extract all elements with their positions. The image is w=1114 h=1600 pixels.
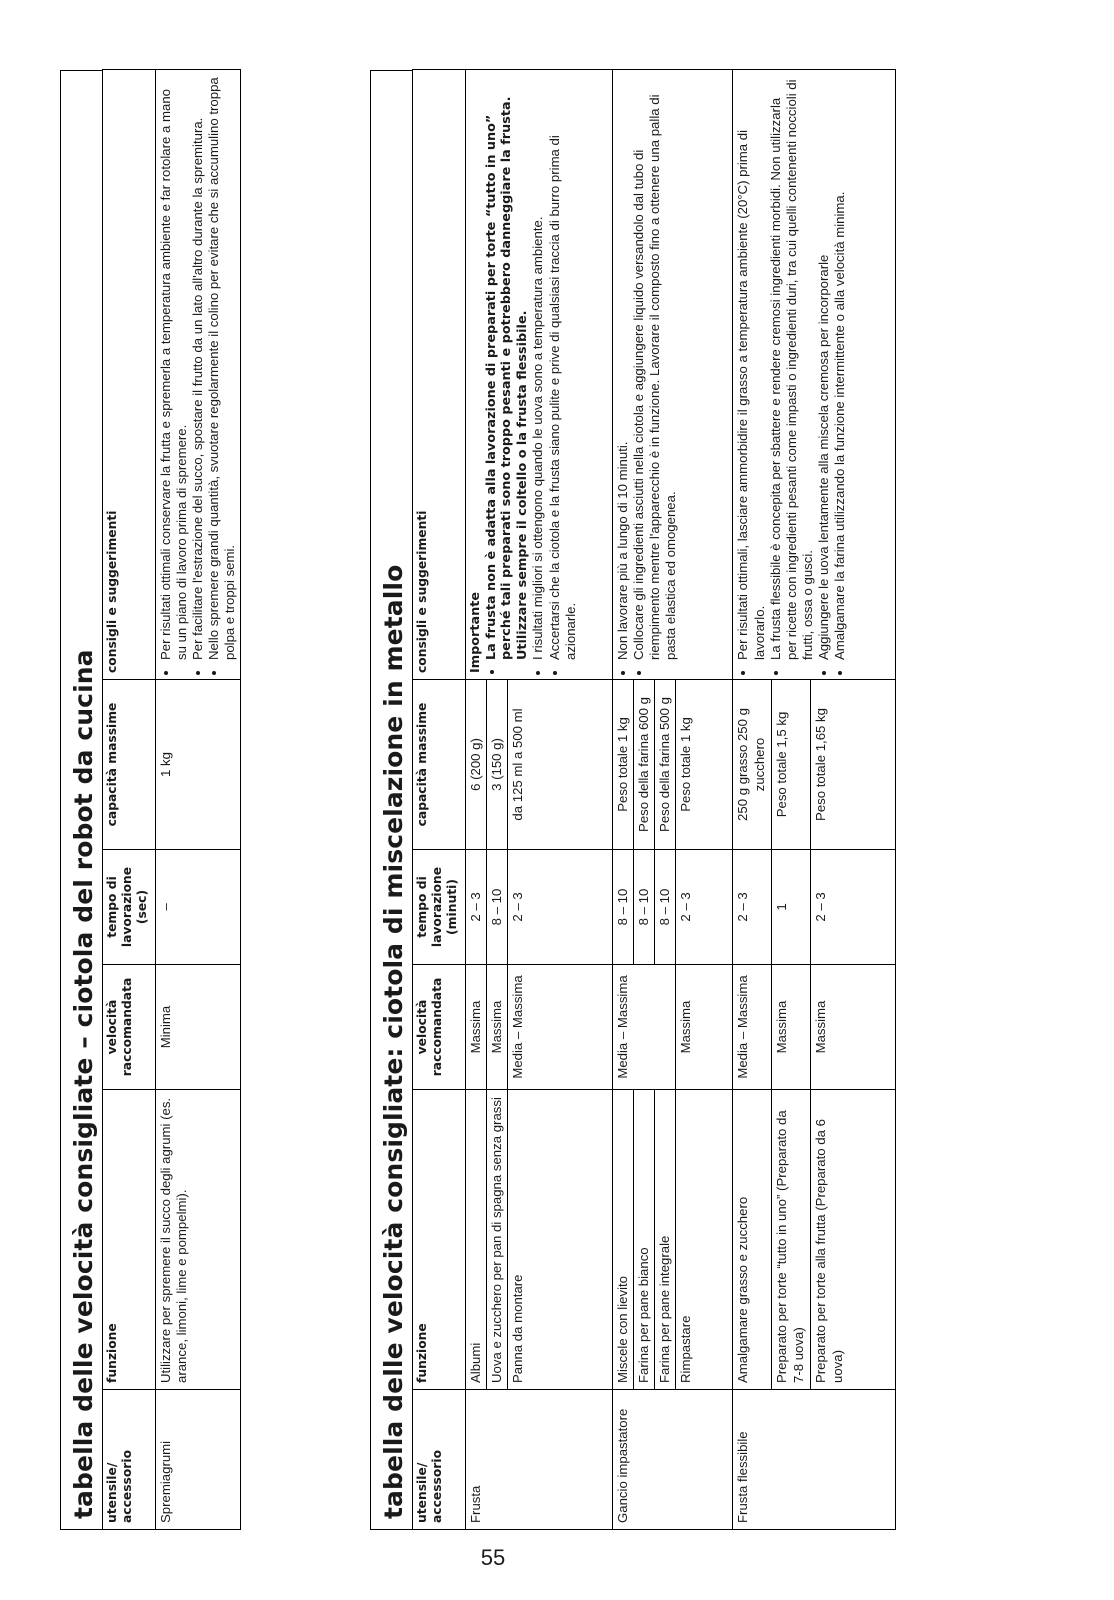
- table1-header-row: [103, 70, 156, 1530]
- header-tool: utensile/ accessorio: [413, 1390, 466, 1530]
- function-cell: Utilizzare per spremere il succo degli agrumi (es. arance, limoni, lime e pompelmi).: [156, 1090, 241, 1390]
- page-number: 55: [480, 1544, 506, 1570]
- time-cell: 2 – 3: [508, 850, 613, 965]
- capacity-cell: 3 (150 g): [487, 680, 508, 850]
- table1-title: tabella delle velocità consigliate – ciotola del robot da cucina: [60, 70, 102, 1530]
- header-tips: consigli e suggerimenti: [103, 70, 156, 680]
- speed-cell: Massima: [487, 965, 508, 1090]
- speed-cell: Massima: [772, 965, 811, 1090]
- tip-item-important: • La frusta non è adatta alla lavorazione di preparati per torte “tutto in uno” perché tali preparati sono troppo pesanti e potrebbero danneggiare la frusta. Utilizzare sempre il coltello o la frusta flessibile.: [484, 76, 531, 660]
- table-row: [156, 70, 241, 1530]
- table-row: [733, 70, 772, 1530]
- time-cell: 2 – 3: [811, 850, 896, 965]
- tip-item: • La frusta flessibile è concepita per sbattere e rendere cremosi ingredienti morbidi. Non utilizzarla per ricette con ingredienti pesanti come impasti o ingredienti duri, tra cui quelli contenenti noccioli di frutti, ossa o gusci.: [768, 76, 816, 660]
- table-row: [466, 70, 487, 1530]
- capacity-cell: da 125 ml a 500 ml: [508, 680, 613, 850]
- table-row: [613, 70, 634, 1530]
- header-time: tempo di lavorazione (minuti): [413, 850, 466, 965]
- header-tips: consigli e suggerimenti: [413, 70, 466, 680]
- capacity-cell: Peso totale 1 kg: [676, 680, 733, 850]
- table2-title: tabella delle velocità consigliate: ciotola di miscelazione in metallo: [370, 70, 412, 1530]
- tip-item: • Collocare gli ingredienti asciutti nella ciotola e aggiungere liquido versandolo dal tubo di riempimento mentre l'apparecchio è in funzione. Lavorare il composto fino a ottenere una palla di pasta elastica ed omogenea.: [631, 76, 679, 660]
- speed-cell: Media – Massima: [613, 965, 676, 1090]
- tip-item: • Amalgamare la farina utilizzando la funzione intermittente o alla velocità minima.: [832, 76, 848, 660]
- function-cell: Panna da montare: [508, 1090, 613, 1390]
- header-function: funzione: [413, 1090, 466, 1390]
- header-capacity: capacità massime: [413, 680, 466, 850]
- tip-item: • Per facilitare l'estrazione del succo, spostare il frutto da un lato all'altro durante la spremitura.: [190, 76, 206, 660]
- table2: [412, 69, 896, 1530]
- capacity-cell: 1 kg: [156, 680, 241, 850]
- tips-cell-flessibile: [733, 70, 896, 680]
- time-cell: 8 – 10: [487, 850, 508, 965]
- speed-cell: Massima: [676, 965, 733, 1090]
- time-cell: 8 – 10: [634, 850, 655, 965]
- speed-cell: Media – Massima: [508, 965, 613, 1090]
- function-cell: Rimpastare: [676, 1090, 733, 1390]
- function-cell: Albumi: [466, 1090, 487, 1390]
- time-cell: 1: [772, 850, 811, 965]
- function-cell: Uova e zucchero per pan di spagna senza grassi: [487, 1090, 508, 1390]
- capacity-cell: Peso totale 1,5 kg: [772, 680, 811, 850]
- table-metal-mixing-bowl: [370, 70, 896, 1530]
- speed-cell: Massima: [811, 965, 896, 1090]
- tips-cell-frusta: [466, 70, 613, 680]
- time-cell: 8 – 10: [655, 850, 676, 965]
- time-cell: 2 – 3: [733, 850, 772, 965]
- speed-cell: Massima: [466, 965, 487, 1090]
- tip-item: • I risultati migliori si ottengono quando le uova sono a temperatura ambiente.: [530, 76, 546, 660]
- tool-cell: Spremiagrumi: [156, 1390, 241, 1530]
- table-food-processor-bowl: [60, 70, 241, 1530]
- capacity-cell: Peso totale 1,65 kg: [811, 680, 896, 850]
- header-function: funzione: [103, 1090, 156, 1390]
- capacity-cell: Peso della farina 600 g: [634, 680, 655, 850]
- time-cell: 2 – 3: [466, 850, 487, 965]
- function-cell: Amalgamare grasso e zucchero: [733, 1090, 772, 1390]
- capacity-cell: 6 (200 g): [466, 680, 487, 850]
- tips-heading: Importante: [468, 591, 483, 673]
- table2-header-row: [413, 70, 466, 1530]
- header-speed: velocità raccomandata: [103, 965, 156, 1090]
- capacity-cell: Peso totale 1 kg: [613, 680, 634, 850]
- function-cell: Miscele con lievito: [613, 1090, 634, 1390]
- header-time: tempo di lavorazione (sec): [103, 850, 156, 965]
- function-cell: Farina per pane integrale: [655, 1090, 676, 1390]
- tips-cell-gancio: [613, 70, 733, 680]
- capacity-cell: 250 g grasso 250 g zucchero: [733, 680, 772, 850]
- tip-item: • Aggiungere le uova lentamente alla miscela cremosa per incorporarle: [816, 76, 832, 660]
- tip-item: • Accertarsi che la ciotola e la frusta siano pulite e prive di qualsiasi traccia di burro prima di azionarle.: [547, 76, 579, 660]
- speed-cell: Media – Massima: [733, 965, 772, 1090]
- time-cell: –: [156, 850, 241, 965]
- function-cell: Preparato per torte “tutto in uno” (Preparato da 7-8 uova): [772, 1090, 811, 1390]
- tip-item: • Per risultati ottimali conservare la frutta e spremerla a temperatura ambiente e far rotolare a mano su un piano di lavoro prima di spremere.: [158, 76, 190, 660]
- function-cell: Preparato per torte alla frutta (Preparato da 6 uova): [811, 1090, 896, 1390]
- function-cell: Farina per pane bianco: [634, 1090, 655, 1390]
- header-capacity: capacità massime: [103, 680, 156, 850]
- tool-cell-gancio: Gancio impastatore: [613, 1390, 733, 1530]
- tip-item: • Non lavorare più a lungo di 10 minuti.: [615, 76, 631, 660]
- tips-cell: [156, 70, 241, 680]
- header-tool: utensile/ accessorio: [103, 1390, 156, 1530]
- time-cell: 2 – 3: [676, 850, 733, 965]
- header-speed: velocità raccomandata: [413, 965, 466, 1090]
- tool-cell-flessibile: Frusta flessibile: [733, 1390, 896, 1530]
- tool-cell-frusta: Frusta: [466, 1390, 613, 1530]
- capacity-cell: Peso della farina 500 g: [655, 680, 676, 850]
- tip-item: • Per risultati ottimali, lasciare ammorbidire il grasso a temperatura ambiente (20°C) prima di lavorarlo.: [735, 76, 767, 660]
- table1: [102, 69, 241, 1530]
- time-cell: 8 – 10: [613, 850, 634, 965]
- tip-item: • Nello spremere grandi quantità, svuotare regolarmente il colino per evitare che si accumulino troppa polpa e troppi semi.: [206, 76, 238, 660]
- speed-cell: Minima: [156, 965, 241, 1090]
